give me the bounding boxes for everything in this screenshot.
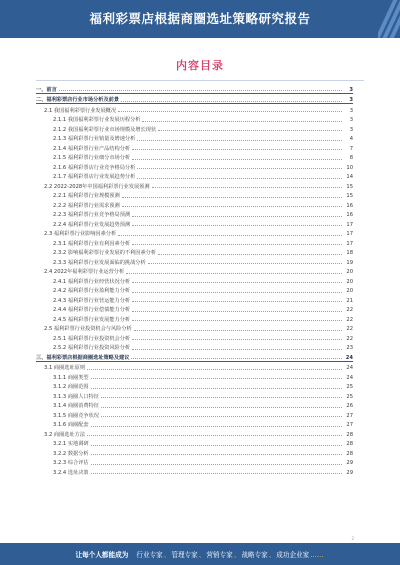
- toc-entry[interactable]: [36, 266, 353, 276]
- toc-entry-label: 2.1.6 福利彩票店行业竞争格局分析: [36, 165, 136, 171]
- toc-entry-label: 2.2 2022-2028年中国福利彩票行业发展预测: [36, 184, 151, 190]
- toc-leader-dots: [137, 140, 342, 141]
- toc-leader-dots: [122, 197, 342, 198]
- toc-entry[interactable]: [36, 428, 353, 438]
- toc-leader-dots: [132, 244, 342, 245]
- toc-entry-label: 2.1.5 福利彩票行业细分市场分析: [36, 155, 131, 161]
- toc-entry-label: 3.1.1 商圈类型: [36, 375, 90, 381]
- toc-entry-label: 2.2.1 福利彩票行业规模预测: [36, 193, 121, 199]
- toc-entry[interactable]: [36, 180, 353, 190]
- toc-entry[interactable]: [36, 199, 353, 209]
- toc-entry-page: 27: [343, 422, 353, 428]
- toc-entry-label: 3.1.4 商圈消费特征: [36, 403, 100, 409]
- footer-role: 战略专家: [241, 551, 268, 559]
- toc-entry[interactable]: [36, 247, 353, 257]
- toc-leader-dots: [122, 206, 342, 207]
- toc-entry[interactable]: [36, 275, 353, 285]
- toc-entry[interactable]: [36, 104, 353, 114]
- toc-leader-dots: [158, 130, 342, 131]
- toc-leader-dots: [142, 121, 342, 122]
- toc-entry-label: 2.1.3 福利彩票行业销量及增速分析: [36, 136, 136, 142]
- toc-entry-page: 17: [343, 231, 353, 237]
- toc-leader-dots: [132, 301, 342, 302]
- toc-entry-label: 3.2.3 综合评估: [36, 460, 90, 466]
- page-number: 2: [351, 536, 354, 541]
- toc-chapter-entry[interactable]: [36, 351, 353, 362]
- footer-role: 成功企业家: [276, 551, 310, 559]
- toc-entry-page: 28: [343, 441, 353, 447]
- toc-entry-page: 18: [343, 250, 353, 256]
- toc-entry-page: 22: [343, 307, 353, 313]
- footer-separator: 、: [198, 551, 206, 559]
- toc-entry-label: 3.1.5 商圈竞争状况: [36, 413, 100, 419]
- toc-entry-label: 3.2.4 选址决策: [36, 470, 90, 476]
- toc-entry-page: 3: [343, 108, 353, 114]
- toc-entry[interactable]: [36, 256, 353, 266]
- toc-entry-page: 17: [343, 222, 353, 228]
- toc-entry[interactable]: [36, 114, 353, 124]
- toc-entry-page: 27: [343, 413, 353, 419]
- toc-entry-page: 16: [343, 212, 353, 218]
- toc-leader-dots: [91, 464, 342, 465]
- toc-leader-dots: [131, 358, 342, 359]
- toc-entry[interactable]: [36, 285, 353, 295]
- footer-role: 营销专家: [206, 551, 233, 559]
- toc-leader-dots: [101, 397, 342, 398]
- toc-entry-page: 24: [343, 355, 353, 361]
- toc-entry-page: 19: [343, 260, 353, 266]
- toc-entry[interactable]: [36, 161, 353, 171]
- toc-entry[interactable]: [36, 209, 353, 219]
- toc-entry-label: 2.4.2 福利彩票行业盈利能力分析: [36, 288, 131, 294]
- toc-entry-page: 7: [343, 146, 353, 152]
- footer-slogan: [0, 549, 400, 559]
- toc-entry-page: 10: [343, 165, 353, 171]
- toc-entry-page: 24: [343, 375, 353, 381]
- toc-entry[interactable]: [36, 457, 353, 467]
- toc-entry-page: 3: [343, 97, 353, 103]
- toc-leader-dots: [132, 349, 342, 350]
- toc-entry-label: 2.4 2022年福利彩票行业运营分析: [36, 269, 125, 275]
- toc-entry-page: 4: [343, 136, 353, 142]
- toc-entry-page: 22: [343, 317, 353, 323]
- toc-leader-dots: [132, 311, 342, 312]
- toc-leader-dots: [118, 235, 342, 236]
- toc-entry[interactable]: [36, 152, 353, 162]
- toc-leader-dots: [87, 435, 342, 436]
- toc-leader-dots: [91, 426, 342, 427]
- toc-leader-dots: [158, 254, 342, 255]
- toc-entry[interactable]: [36, 294, 353, 304]
- toc-entry[interactable]: [36, 447, 353, 457]
- toc-leader-dots: [91, 445, 342, 446]
- toc-leader-dots: [91, 454, 342, 455]
- toc-entry-label: 2.4.1 福利彩票行业经营状况分析: [36, 279, 131, 285]
- toc-leader-dots: [121, 101, 342, 102]
- toc-entry[interactable]: [36, 142, 353, 152]
- toc-entry-label: 2.3.3 福利彩票行业发展面临的挑战分析: [36, 260, 147, 266]
- toc-entry-label: 2.5.1 福利彩票行业投资机会分析: [36, 336, 131, 342]
- toc-leader-dots: [132, 159, 342, 160]
- toc-entry-page: 14: [343, 174, 353, 180]
- toc-leader-dots: [132, 225, 342, 226]
- toc-entry-label: 2.3 福利彩票行业影响因素分析: [36, 231, 117, 237]
- toc-leader-dots: [134, 330, 342, 331]
- toc-divider: [36, 80, 364, 81]
- toc-entry-label: 2.4.5 福利彩票行业发展能力分析: [36, 317, 131, 323]
- toc-entry[interactable]: [36, 313, 353, 323]
- toc-entry-label: 2.4.4 福利彩票行业偿债能力分析: [36, 307, 131, 313]
- toc-entry-label: 2.2.2 福利彩票行业需求预测: [36, 203, 121, 209]
- toc-entry-label: 3.1.3 商圈人口特征: [36, 394, 100, 400]
- toc-entry-label: 2.1.4 福利彩票行业产品结构分析: [36, 146, 131, 152]
- toc-entry-label: 3.1 商圈选址原则: [36, 365, 86, 371]
- toc-entry-page: 29: [343, 470, 353, 476]
- toc-entry-label: 2.3.1 福利彩票行业有利因素分析: [36, 241, 131, 247]
- toc-leader-dots: [132, 149, 342, 150]
- toc-leader-dots: [137, 168, 342, 169]
- toc-entry-page: 3: [343, 87, 353, 93]
- toc-leader-dots: [126, 273, 342, 274]
- toc-leader-dots: [118, 111, 342, 112]
- toc-leader-dots: [87, 369, 342, 370]
- toc-leader-dots: [132, 320, 342, 321]
- toc-entry-page: 3: [343, 117, 353, 123]
- toc-entry[interactable]: [36, 323, 353, 333]
- toc-entry[interactable]: [36, 332, 353, 342]
- toc-entry-page: 17: [343, 241, 353, 247]
- toc-entry-label: 2.2.4 福利彩票行业发展趋势预测: [36, 222, 131, 228]
- toc-leader-dots: [101, 416, 342, 417]
- report-header: [0, 0, 400, 38]
- toc-entry[interactable]: [36, 390, 353, 400]
- toc-entry-label: 3.1.6 商圈配套: [36, 422, 90, 428]
- toc-entry-page: 26: [343, 403, 353, 409]
- toc-entry-page: 3: [343, 127, 353, 133]
- toc-leader-dots: [59, 90, 342, 91]
- toc-leader-dots: [137, 178, 342, 179]
- table-of-contents: [36, 83, 353, 476]
- toc-entry[interactable]: [36, 304, 353, 314]
- toc-entry[interactable]: [36, 438, 353, 448]
- toc-entry-page: 20: [343, 279, 353, 285]
- toc-entry-page: 24: [343, 365, 353, 371]
- toc-leader-dots: [132, 292, 342, 293]
- toc-entry[interactable]: [36, 362, 353, 372]
- toc-entry-page: 8: [343, 155, 353, 161]
- toc-leader-dots: [132, 339, 342, 340]
- toc-entry-page: 28: [343, 432, 353, 438]
- toc-entry-page: 28: [343, 451, 353, 457]
- toc-chapter-entry[interactable]: [36, 83, 353, 94]
- toc-entry-label: 3.1.2 商圈范围: [36, 384, 90, 390]
- toc-entry-label: 2.2.3 福利彩票行业竞争格局预测: [36, 212, 131, 218]
- toc-entry-page: 25: [343, 394, 353, 400]
- toc-entry[interactable]: [36, 400, 353, 410]
- toc-entry-label: 三、福利彩票店根据商圈选址策略及建议: [36, 354, 130, 361]
- toc-leader-dots: [101, 407, 342, 408]
- toc-entry[interactable]: [36, 218, 353, 228]
- toc-heading: 内容目录: [176, 59, 224, 72]
- toc-entry-label: 3.2.2 数据分析: [36, 451, 90, 457]
- toc-entry[interactable]: [36, 342, 353, 352]
- toc-entry[interactable]: [36, 409, 353, 419]
- toc-entry[interactable]: [36, 237, 353, 247]
- toc-leader-dots: [152, 187, 342, 188]
- toc-chapter-entry[interactable]: [36, 94, 353, 105]
- footer-separator: 、: [233, 551, 241, 559]
- toc-entry-page: 23: [343, 345, 353, 351]
- toc-entry-label: 3.2.1 实地调研: [36, 441, 90, 447]
- toc-leader-dots: [91, 473, 342, 474]
- toc-entry[interactable]: [36, 133, 353, 143]
- toc-entry-page: 16: [343, 203, 353, 209]
- toc-entry-label: 2.1.1 我国福利彩票行业发展历程分析: [36, 117, 141, 123]
- toc-entry[interactable]: [36, 190, 353, 200]
- toc-entry-label: 一、前言: [36, 86, 57, 93]
- toc-entry-page: 15: [343, 184, 353, 190]
- toc-leader-dots: [132, 216, 342, 217]
- toc-leader-dots: [91, 378, 342, 379]
- toc-leader-dots: [132, 282, 342, 283]
- footer-separator: 、: [163, 551, 171, 559]
- toc-entry-page: 29: [343, 460, 353, 466]
- toc-entry-page: 25: [343, 384, 353, 390]
- toc-entry-label: 2.1.2 我国福利彩票行业市场规模及增长现状: [36, 127, 157, 133]
- toc-entry[interactable]: [36, 171, 353, 181]
- toc-entry[interactable]: [36, 419, 353, 429]
- toc-entry-label: 二、福利彩票店行业市场分析及前景: [36, 97, 120, 103]
- toc-entry-label: 2.1.7 福利彩票店行业发展趋势分析: [36, 174, 136, 180]
- toc-entry-label: 2.3.2 影响福利彩票行业发展的不利因素分析: [36, 250, 157, 256]
- toc-entry-label: 2.1 我国福利彩票行业发展概况: [36, 108, 117, 114]
- toc-entry[interactable]: [36, 371, 353, 381]
- footer-lead: 让每个人都能成为: [75, 551, 129, 559]
- footer-role: 管理专家: [171, 551, 198, 559]
- footer-roles: [136, 551, 324, 559]
- header-stripes-decoration: [378, 0, 400, 38]
- toc-entry[interactable]: [36, 381, 353, 391]
- footer-role: 行业专家: [136, 551, 163, 559]
- toc-entry-label: 2.5 福利彩票行业投资机会与风险分析: [36, 326, 133, 332]
- toc-entry-label: 3.2 商圈选址方法: [36, 432, 86, 438]
- toc-entry[interactable]: [36, 228, 353, 238]
- toc-entry-page: 15: [343, 193, 353, 199]
- toc-entry[interactable]: [36, 123, 353, 133]
- footer-ellipsis: ……: [310, 551, 324, 559]
- toc-leader-dots: [91, 388, 342, 389]
- toc-entry-page: 22: [343, 336, 353, 342]
- toc-entry[interactable]: [36, 466, 353, 476]
- report-title: 福利彩票店根据商圈选址策略研究报告: [89, 11, 311, 26]
- footer-separator: 、: [268, 551, 276, 559]
- toc-entry-page: 20: [343, 288, 353, 294]
- report-footer: [0, 543, 400, 565]
- toc-entry-page: 21: [343, 298, 353, 304]
- toc-leader-dots: [148, 263, 342, 264]
- toc-entry-page: 20: [343, 269, 353, 275]
- toc-entry-label: 2.5.2 福利彩票行业投资风险分析: [36, 345, 131, 351]
- toc-entry-label: 2.4.3 福利彩票行业营运能力分析: [36, 298, 131, 304]
- toc-entry-page: 22: [343, 326, 353, 332]
